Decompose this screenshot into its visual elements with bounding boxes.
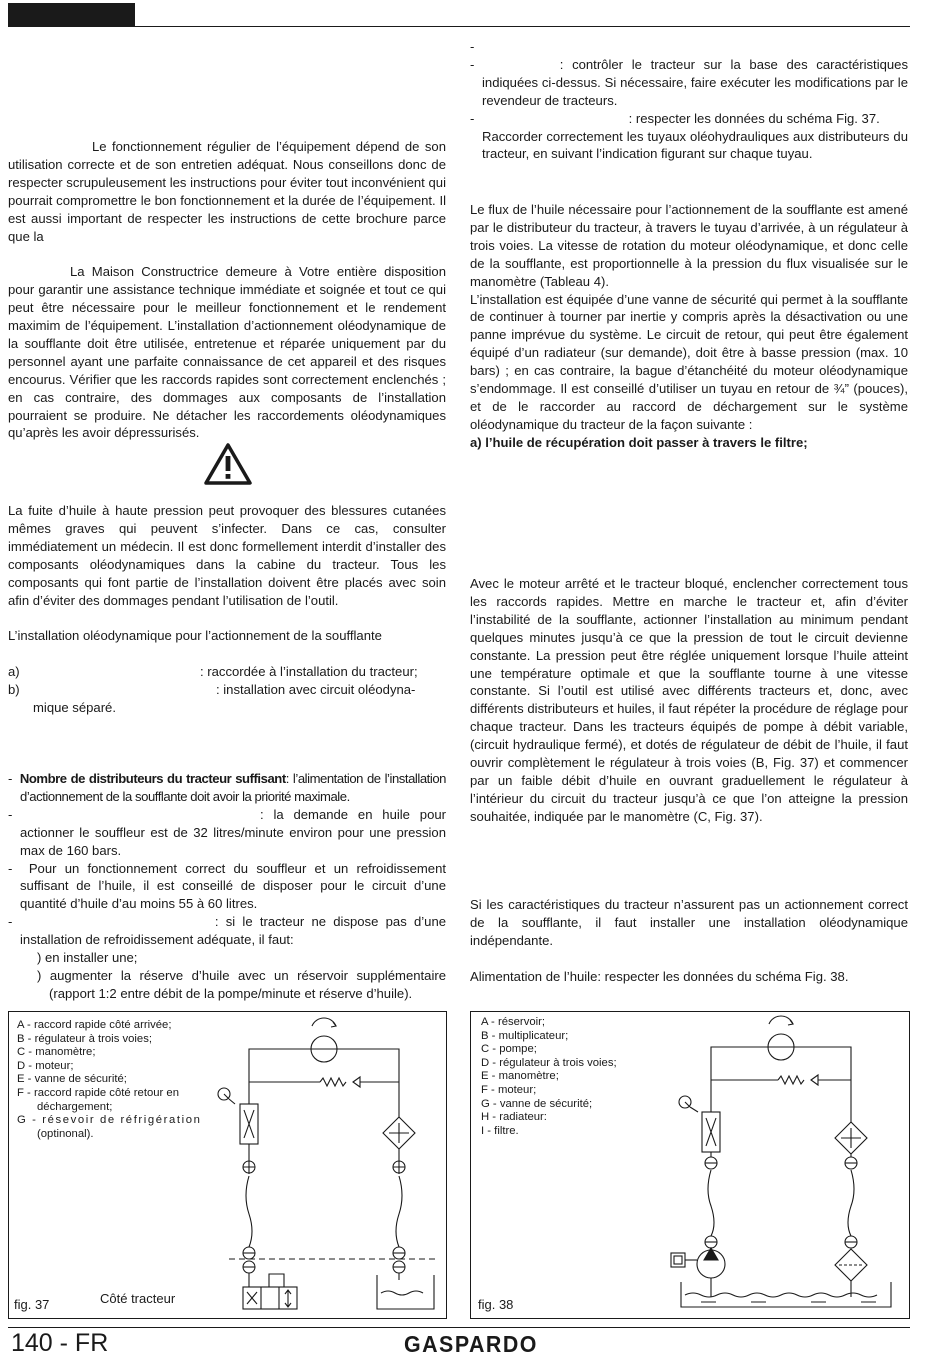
sub-item-1: ) en installer une;: [37, 950, 138, 966]
brand-logo: GASPARDO: [404, 1331, 538, 1357]
header-tab: [8, 3, 135, 27]
independent-paragraph: Si les caractéristiques du tracteur n’assurent pas un actionnement correct de la soufflante, il faut installer une installation oléodynamique indépendante.: [470, 897, 908, 948]
bullet-cooling: - : si le tracteur ne dispose pas d’une installation de refroidissement adéquate, il faut:: [8, 914, 447, 948]
figure-37: [8, 1011, 447, 1319]
sub-item-2: ) augmenter la réserve d’huile avec un réservoir supplémentaire (rapport 1:2 entre débit de la pompe/minute et réserve d’huile).: [37, 967, 446, 1001]
installation-intro: L’installation oléodynamique pour l’actionnement de la soufflante: [8, 628, 382, 644]
right-column-flow: [470, 201, 908, 452]
left-column-lower: [8, 502, 446, 717]
fig37-caption: fig. 37: [14, 1297, 50, 1312]
bullet-connection: - : respecter les données du schéma Fig. 37.: [470, 110, 880, 126]
footer-rule: [8, 1327, 910, 1328]
warning-icon: [203, 442, 253, 486]
right-column-adjust: [470, 575, 908, 826]
figure-38: [470, 1011, 910, 1319]
fig38-hydraulic-diagram: [661, 1012, 909, 1318]
oil-supply-paragraph: Alimentation de l’huile: respecter les données du schéma Fig. 38.: [470, 968, 849, 984]
fig37-legend: A - raccord rapide côté arrivée; B - régulateur à trois voies; C - manomètre; D - moteur; E - vanne de sécurité; F - raccord rapide côté retour en déchargement; G - résevoir de réfrigération (optinonal).: [17, 1019, 202, 1140]
fig38-caption: fig. 38: [478, 1297, 514, 1312]
oil-flow-paragraph: Le flux de l’huile nécessaire pour l’actionnement de la soufflante est amené par le distributeur du tracteur, à travers le tuyau d’arrivée, à un régulateur à trois voies. La vitesse de rotation du moteur oléodynamique, et donc celle de la soufflante, est proportionnelle à la pression du flux visualisée sur le manomètre (Tableau 4).: [470, 202, 908, 289]
bullet-connection-continued: Raccorder correctement les tuyaux oléohydrauliques aux distributeurs du tracteur, en suivant l’indication figurant sur chaque tuyau.: [482, 128, 908, 162]
left-column: [8, 138, 446, 442]
leak-warning-paragraph: La fuite d’huile à haute pression peut provoquer des blessures cutanées mêmes graves qui peuvent s’infecter. Dans ce cas, consulter immédiatement un médecin. Il est donc formellement interdit d’installer des composants oléodynamiques dans la cabine du tracteur. Tous les composants qui font partie de l’installation doivent être placés avec soin afin d’éviter des dommages pendant l’utilisation de l’outil.: [8, 503, 446, 608]
requirements-list: [8, 770, 446, 1003]
filter-note: a) l’huile de récupération doit passer à travers le filtre;: [470, 434, 808, 450]
fig37-side-label: Côté tracteur: [100, 1291, 176, 1306]
blank-dash: -: [470, 39, 475, 54]
header-rule: [8, 26, 910, 27]
manufacturer-paragraph: La Maison Constructrice demeure à Votre entière disposition pour garantir une assistance technique immédiate et soignée et tout ce qui peut être nécessaire pour le meilleur fonctionnement et le rendement maximim de l’équipement. L’installation d’actionnement oléodynamique de la soufflante doit être utilisée, entretenue et réparée uniquement par du personnel ayant une parfaite connaissance de cet appareil et des risques encourus. Vérifier que les raccords rapides sont correctement enclenchés ; en cas contraire, des dommages aux composants de l’installation pourraient se produire. Ne détacher les raccordements oléodynamiques qu’après les avoir dépressurisés.: [8, 264, 446, 441]
intro-paragraph: Le fonctionnement régulier de l’équipement dépend de son utilisation correcte et de son entretien adéquat. Nous conseillons donc de respecter scrupuleusement les instructions pour éviter tout inconvénient qui pourrait compromettre le bon fonctionnement et la durée de l’équipement. Il est aussi important de respecter les instructions de cette brochure parce que la: [8, 139, 446, 244]
safety-valve-paragraph: L’installation est équipée d’une vanne de sécurité qui permet à la soufflante de continuer à tourner par inertie y compris après la désactivation ou une panne imprévue du système. Le circuit de retour, qui peut être également équipé d’un radiateur (sur demande), doit être à basse pression (max. 10 bars) ; en cas contraire, la bague d’étanchéité du moteur oléodynamique s’endommage. Il est conseillé d’utiliser un tuyau en retour de ¾” (pouces), et de le raccorder au raccord de déchargement sur le système oléodynamique du tracteur de la façon suivante :: [470, 291, 908, 432]
right-column-top: [470, 38, 908, 163]
page-number: 140 - FR: [11, 1329, 109, 1357]
bullet-distributors: - Nombre de distributeurs du tracteur suffisant: l’alimentation de l’installation d’actionnement de la soufflante doit avoir la priorité maximale.: [8, 771, 446, 804]
adjustment-paragraph: Avec le moteur arrêté et le tracteur bloqué, enclencher correctement tous les raccords rapides. Mettre en marche le tracteur et, afin d’éviter l’instabilité de la soufflante, actionner l’installation au minimum pendant quelques minutes jusqu’à ce que la pression de tout le circuit devienne constante. La pression peut être réglée uniquement lorsque l’huile atteint une température optimale et que la soufflante tourne à une vitesse constante. Si l’outil est utilisé avec différents tracteurs et, donc, avec différents distributeurs et huiles, il faut répéter la procédure de réglage pour chaque tracteur. Dans les tracteurs équipés de pompe à débit variable, (circuit hydraulique fermé), et dotés de régulateur de débit de l’huile, il faut ouvrir complètement le régulateur à trois voies (B, Fig. 37) et commencer par un faible débit d’huile en ouvrant graduellement le régulateur à l’intérieur du circuit du tracteur jusqu’à ce que l’on atteigne la pression souhaitée, indiquée par le manomètre (C, Fig. 37).: [470, 576, 908, 824]
option-a: a) : raccordée à l’installation du tracteur;: [8, 664, 418, 680]
fig38-legend: A - réservoir; B - multiplicateur; C - pompe; D - régulateur à trois voies; E - manomètre; F - moteur; G - vanne de sécurité; H - radiateur: I - filtre.: [481, 1016, 617, 1137]
bullet-oil-quantity: - Pour un fonctionnement correct du souffleur et un refroidissement suffisant de l’huile, il est conseillé de disposer pour le circuit d’une quantité d’huile d’au moins 55 à 60 litres.: [8, 860, 446, 912]
fig37-hydraulic-diagram: [209, 1012, 446, 1318]
bullet-oil-demand: - : la demande en huile pour actionner le souffleur est de 32 litres/minute environ pour une pression max de 160 bars.: [8, 806, 446, 858]
option-b: b) : installation avec circuit oléodyna-: [8, 682, 416, 698]
bullet-check-tractor: - : contrôler le tracteur sur la base des caractéristiques indiquées ci-dessus. Si nécessaire, faire exécuter les modifications par le revendeur de tracteurs.: [470, 56, 908, 108]
option-b-continued: mique séparé.: [33, 699, 116, 715]
right-column-independent: [470, 896, 908, 986]
